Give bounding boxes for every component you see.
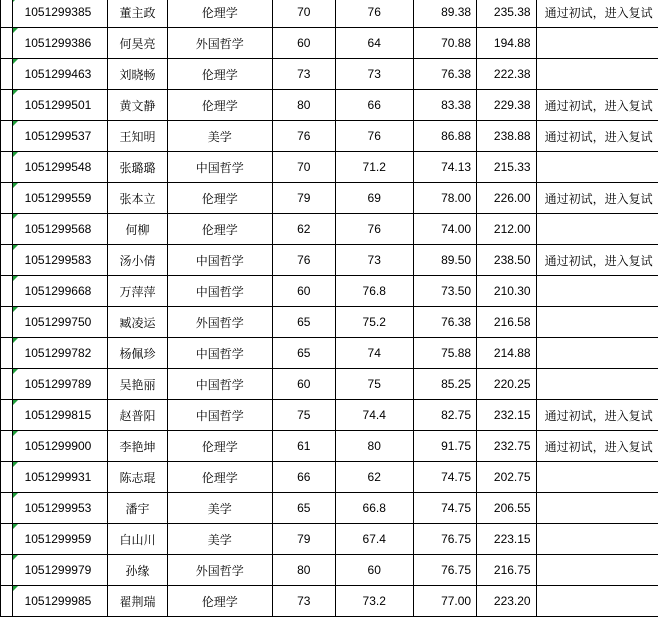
table-row xyxy=(1,121,658,152)
name-cell[interactable]: 董主政 xyxy=(108,0,167,28)
name-cell[interactable]: 臧凌运 xyxy=(108,307,167,338)
score2-cell[interactable]: 64 xyxy=(335,28,413,59)
table-row xyxy=(1,400,658,431)
status-cell[interactable] xyxy=(536,276,658,307)
table-row xyxy=(1,28,658,59)
score3-cell[interactable]: 85.25 xyxy=(413,369,476,400)
score1-cell[interactable]: 76 xyxy=(272,121,335,152)
total-cell[interactable]: 194.88 xyxy=(477,28,537,59)
score1-cell[interactable]: 60 xyxy=(272,28,335,59)
name-cell[interactable]: 赵普阳 xyxy=(108,400,167,431)
total-cell[interactable]: 216.75 xyxy=(477,555,537,586)
score3-cell[interactable]: 89.38 xyxy=(413,0,476,28)
total-cell[interactable]: 232.75 xyxy=(477,431,537,462)
score2-cell[interactable]: 67.4 xyxy=(335,524,413,555)
table-row xyxy=(1,183,658,214)
candidate-id-cell[interactable]: 1051299537 xyxy=(12,121,108,152)
total-cell[interactable]: 238.88 xyxy=(477,121,537,152)
status-cell[interactable]: 通过初试，进入复试 xyxy=(536,121,658,152)
row-gutter-cell[interactable] xyxy=(1,555,13,586)
score2-cell[interactable]: 71.2 xyxy=(335,152,413,183)
status-cell[interactable] xyxy=(536,524,658,555)
row-gutter-cell[interactable] xyxy=(1,338,13,369)
total-cell[interactable]: 212.00 xyxy=(477,214,537,245)
status-cell[interactable]: 通过初试，进入复试 xyxy=(536,183,658,214)
score2-cell[interactable]: 73.2 xyxy=(335,586,413,617)
row-gutter-cell[interactable] xyxy=(1,431,13,462)
major-cell[interactable]: 美学 xyxy=(167,493,272,524)
candidate-id-cell[interactable]: 1051299568 xyxy=(12,214,108,245)
major-cell[interactable]: 伦理学 xyxy=(167,214,272,245)
row-gutter-cell[interactable] xyxy=(1,524,13,555)
name-cell[interactable]: 王知明 xyxy=(108,121,167,152)
major-cell[interactable]: 伦理学 xyxy=(167,0,272,28)
row-gutter-cell[interactable] xyxy=(1,245,13,276)
major-cell[interactable]: 伦理学 xyxy=(167,59,272,90)
major-cell[interactable]: 伦理学 xyxy=(167,586,272,617)
row-gutter-cell[interactable] xyxy=(1,369,13,400)
total-cell[interactable]: 229.38 xyxy=(477,90,537,121)
table-row xyxy=(1,0,658,28)
status-cell[interactable]: 通过初试，进入复试 xyxy=(536,0,658,28)
score1-cell[interactable]: 65 xyxy=(272,307,335,338)
candidate-id-cell[interactable]: 1051299979 xyxy=(12,555,108,586)
table-row xyxy=(1,586,658,617)
score3-cell[interactable]: 73.50 xyxy=(413,276,476,307)
status-cell[interactable] xyxy=(536,586,658,617)
score3-cell[interactable]: 74.75 xyxy=(413,493,476,524)
name-cell[interactable]: 孙缘 xyxy=(108,555,167,586)
table-row xyxy=(1,307,658,338)
table-row xyxy=(1,555,658,586)
table-row xyxy=(1,493,658,524)
status-cell[interactable] xyxy=(536,59,658,90)
candidate-id-cell[interactable]: 1051299559 xyxy=(12,183,108,214)
candidate-id-cell[interactable]: 1051299583 xyxy=(12,245,108,276)
status-cell[interactable] xyxy=(536,152,658,183)
total-cell[interactable]: 226.00 xyxy=(477,183,537,214)
total-cell[interactable]: 214.88 xyxy=(477,338,537,369)
major-cell[interactable]: 外国哲学 xyxy=(167,555,272,586)
table-row xyxy=(1,90,658,121)
row-gutter-cell[interactable] xyxy=(1,493,13,524)
row-gutter-cell[interactable] xyxy=(1,400,13,431)
major-cell[interactable]: 美学 xyxy=(167,524,272,555)
score3-cell[interactable]: 82.75 xyxy=(413,400,476,431)
row-gutter-cell[interactable] xyxy=(1,307,13,338)
status-cell[interactable] xyxy=(536,555,658,586)
total-cell[interactable]: 223.15 xyxy=(477,524,537,555)
score2-cell[interactable]: 73 xyxy=(335,245,413,276)
name-cell[interactable]: 吴艳丽 xyxy=(108,369,167,400)
name-cell[interactable]: 万萍萍 xyxy=(108,276,167,307)
table-row xyxy=(1,152,658,183)
name-cell[interactable]: 黄文静 xyxy=(108,90,167,121)
total-cell[interactable]: 232.15 xyxy=(477,400,537,431)
status-cell[interactable] xyxy=(536,493,658,524)
score2-cell[interactable]: 80 xyxy=(335,431,413,462)
candidate-id-cell[interactable]: 1051299385 xyxy=(12,0,108,28)
score2-cell[interactable]: 76 xyxy=(335,214,413,245)
score1-cell[interactable]: 80 xyxy=(272,90,335,121)
score3-cell[interactable]: 86.88 xyxy=(413,121,476,152)
status-cell[interactable]: 通过初试，进入复试 xyxy=(536,400,658,431)
score3-cell[interactable]: 76.38 xyxy=(413,307,476,338)
score2-cell[interactable]: 76.8 xyxy=(335,276,413,307)
major-cell[interactable]: 外国哲学 xyxy=(167,28,272,59)
name-cell[interactable]: 李艳坤 xyxy=(108,431,167,462)
status-cell[interactable] xyxy=(536,28,658,59)
name-cell[interactable]: 翟荆瑞 xyxy=(108,586,167,617)
name-cell[interactable]: 何柳 xyxy=(108,214,167,245)
total-cell[interactable]: 206.55 xyxy=(477,493,537,524)
candidate-id-cell[interactable]: 1051299548 xyxy=(12,152,108,183)
candidate-id-cell[interactable]: 1051299815 xyxy=(12,400,108,431)
major-cell[interactable]: 中国哲学 xyxy=(167,338,272,369)
total-cell[interactable]: 238.50 xyxy=(477,245,537,276)
score3-cell[interactable]: 76.75 xyxy=(413,555,476,586)
score1-cell[interactable]: 70 xyxy=(272,152,335,183)
score3-cell[interactable]: 75.88 xyxy=(413,338,476,369)
major-cell[interactable]: 外国哲学 xyxy=(167,307,272,338)
candidate-id-cell[interactable]: 1051299985 xyxy=(12,586,108,617)
score2-cell[interactable]: 75 xyxy=(335,369,413,400)
score2-cell[interactable]: 75.2 xyxy=(335,307,413,338)
name-cell[interactable]: 刘晓畅 xyxy=(108,59,167,90)
table-row xyxy=(1,524,658,555)
score1-cell[interactable]: 61 xyxy=(272,431,335,462)
score2-cell[interactable]: 66 xyxy=(335,90,413,121)
candidate-id-cell[interactable]: 1051299668 xyxy=(12,276,108,307)
score2-cell[interactable]: 69 xyxy=(335,183,413,214)
row-gutter-cell[interactable] xyxy=(1,586,13,617)
score3-cell[interactable]: 74.13 xyxy=(413,152,476,183)
score2-cell[interactable]: 76 xyxy=(335,0,413,28)
total-cell[interactable]: 202.75 xyxy=(477,462,537,493)
status-cell[interactable]: 通过初试，进入复试 xyxy=(536,90,658,121)
score2-cell[interactable]: 74.4 xyxy=(335,400,413,431)
score2-cell[interactable]: 76 xyxy=(335,121,413,152)
status-cell[interactable] xyxy=(536,307,658,338)
score1-cell[interactable]: 62 xyxy=(272,214,335,245)
major-cell[interactable]: 伦理学 xyxy=(167,90,272,121)
candidate-id-cell[interactable]: 1051299501 xyxy=(12,90,108,121)
candidate-id-cell[interactable]: 1051299953 xyxy=(12,493,108,524)
major-cell[interactable]: 美学 xyxy=(167,121,272,152)
name-cell[interactable]: 汤小倩 xyxy=(108,245,167,276)
total-cell[interactable]: 216.58 xyxy=(477,307,537,338)
candidate-id-cell[interactable]: 1051299931 xyxy=(12,462,108,493)
candidate-id-cell[interactable]: 1051299463 xyxy=(12,59,108,90)
table-row xyxy=(1,369,658,400)
total-cell[interactable]: 220.25 xyxy=(477,369,537,400)
score1-cell[interactable]: 60 xyxy=(272,276,335,307)
name-cell[interactable]: 何昊亮 xyxy=(108,28,167,59)
score3-cell[interactable]: 83.38 xyxy=(413,90,476,121)
score1-cell[interactable]: 65 xyxy=(272,338,335,369)
score1-cell[interactable]: 66 xyxy=(272,462,335,493)
major-cell[interactable]: 中国哲学 xyxy=(167,276,272,307)
row-gutter-cell[interactable] xyxy=(1,462,13,493)
total-cell[interactable]: 222.38 xyxy=(477,59,537,90)
score3-cell[interactable]: 70.88 xyxy=(413,28,476,59)
table-row xyxy=(1,462,658,493)
row-gutter-cell[interactable] xyxy=(1,59,13,90)
table-row xyxy=(1,431,658,462)
table-row xyxy=(1,338,658,369)
major-cell[interactable]: 中国哲学 xyxy=(167,400,272,431)
score2-cell[interactable]: 62 xyxy=(335,462,413,493)
candidate-id-cell[interactable]: 1051299959 xyxy=(12,524,108,555)
status-cell[interactable] xyxy=(536,462,658,493)
table-row xyxy=(1,276,658,307)
major-cell[interactable]: 中国哲学 xyxy=(167,369,272,400)
score3-cell[interactable]: 76.38 xyxy=(413,59,476,90)
score1-cell[interactable]: 79 xyxy=(272,524,335,555)
candidate-id-cell[interactable]: 1051299789 xyxy=(12,369,108,400)
candidate-id-cell[interactable]: 1051299900 xyxy=(12,431,108,462)
row-gutter-cell[interactable] xyxy=(1,28,13,59)
score1-cell[interactable]: 79 xyxy=(272,183,335,214)
row-gutter-cell[interactable] xyxy=(1,0,13,28)
row-gutter-cell[interactable] xyxy=(1,121,13,152)
candidate-id-cell[interactable]: 1051299750 xyxy=(12,307,108,338)
score2-cell[interactable]: 66.8 xyxy=(335,493,413,524)
status-cell[interactable] xyxy=(536,214,658,245)
name-cell[interactable]: 张本立 xyxy=(108,183,167,214)
score3-cell[interactable]: 78.00 xyxy=(413,183,476,214)
row-gutter-cell[interactable] xyxy=(1,183,13,214)
status-cell[interactable] xyxy=(536,369,658,400)
name-cell[interactable]: 潘宇 xyxy=(108,493,167,524)
row-gutter-cell[interactable] xyxy=(1,214,13,245)
score1-cell[interactable]: 65 xyxy=(272,493,335,524)
score1-cell[interactable]: 73 xyxy=(272,586,335,617)
score3-cell[interactable]: 89.50 xyxy=(413,245,476,276)
score3-cell[interactable]: 91.75 xyxy=(413,431,476,462)
major-cell[interactable]: 伦理学 xyxy=(167,431,272,462)
name-cell[interactable]: 白山川 xyxy=(108,524,167,555)
score1-cell[interactable]: 75 xyxy=(272,400,335,431)
major-cell[interactable]: 中国哲学 xyxy=(167,245,272,276)
table-row xyxy=(1,245,658,276)
row-gutter-cell[interactable] xyxy=(1,152,13,183)
score2-cell[interactable]: 74 xyxy=(335,338,413,369)
table-row xyxy=(1,59,658,90)
major-cell[interactable]: 中国哲学 xyxy=(167,152,272,183)
total-cell[interactable]: 210.30 xyxy=(477,276,537,307)
name-cell[interactable]: 陈志琨 xyxy=(108,462,167,493)
score3-cell[interactable]: 74.00 xyxy=(413,214,476,245)
major-cell[interactable]: 伦理学 xyxy=(167,183,272,214)
candidate-id-cell[interactable]: 1051299782 xyxy=(12,338,108,369)
score3-cell[interactable]: 76.75 xyxy=(413,524,476,555)
score1-cell[interactable]: 76 xyxy=(272,245,335,276)
total-cell[interactable]: 215.33 xyxy=(477,152,537,183)
score1-cell[interactable]: 73 xyxy=(272,59,335,90)
total-cell[interactable]: 235.38 xyxy=(477,0,537,28)
score1-cell[interactable]: 60 xyxy=(272,369,335,400)
score3-cell[interactable]: 74.75 xyxy=(413,462,476,493)
score1-cell[interactable]: 70 xyxy=(272,0,335,28)
name-cell[interactable]: 张璐璐 xyxy=(108,152,167,183)
table-body xyxy=(1,0,658,617)
major-cell[interactable]: 伦理学 xyxy=(167,462,272,493)
candidate-id-cell[interactable]: 1051299386 xyxy=(12,28,108,59)
status-cell[interactable] xyxy=(536,338,658,369)
score2-cell[interactable]: 73 xyxy=(335,59,413,90)
table-row xyxy=(1,214,658,245)
total-cell[interactable]: 223.20 xyxy=(477,586,537,617)
name-cell[interactable]: 杨佩珍 xyxy=(108,338,167,369)
row-gutter-cell[interactable] xyxy=(1,276,13,307)
status-cell[interactable]: 通过初试，进入复试 xyxy=(536,245,658,276)
status-cell[interactable]: 通过初试，进入复试 xyxy=(536,431,658,462)
score1-cell[interactable]: 80 xyxy=(272,555,335,586)
score3-cell[interactable]: 77.00 xyxy=(413,586,476,617)
score2-cell[interactable]: 60 xyxy=(335,555,413,586)
row-gutter-cell[interactable] xyxy=(1,90,13,121)
